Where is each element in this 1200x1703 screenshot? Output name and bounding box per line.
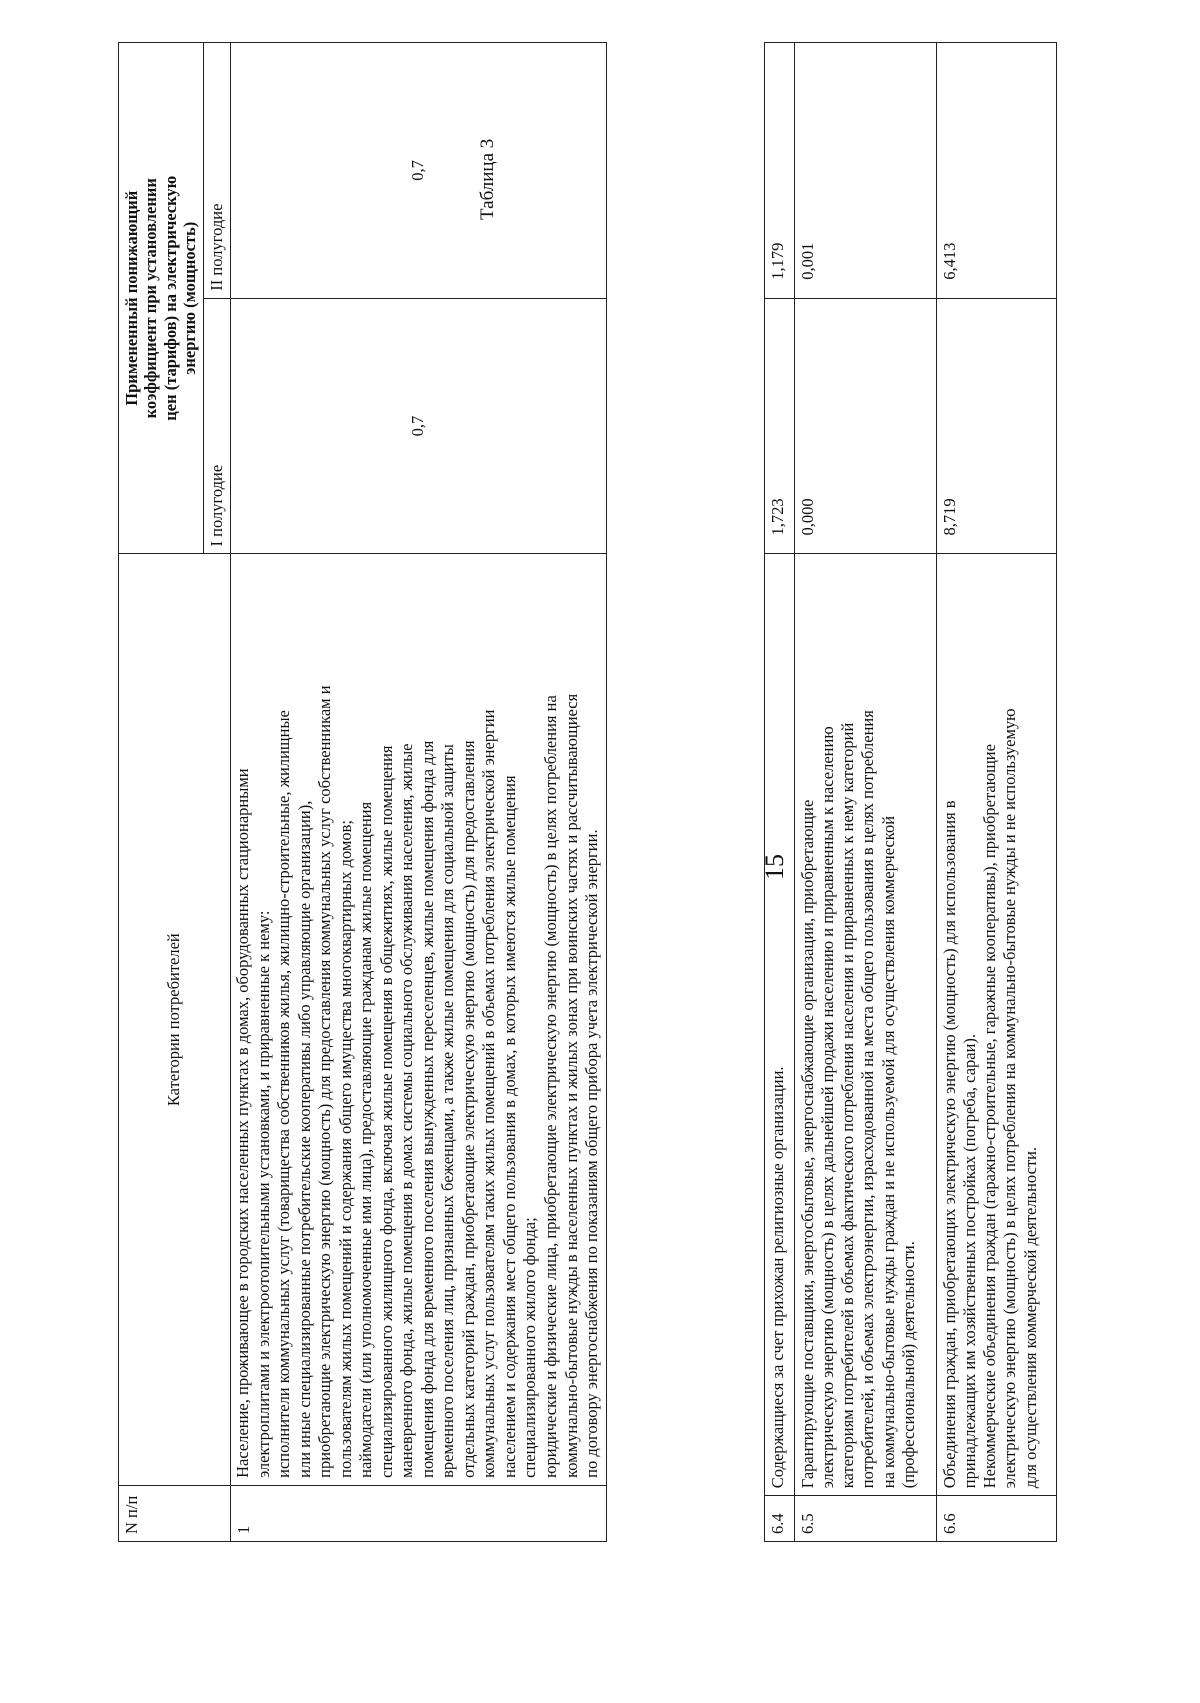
description-line: Содержащиеся за счет прихожан религиозные организации. bbox=[768, 1066, 787, 1489]
row-value-1: 0,000 bbox=[795, 298, 937, 554]
description-line: специализированного жилого фонда; bbox=[520, 1217, 540, 1478]
header-coefficient-line: энергию (мощность) bbox=[180, 221, 200, 375]
header-coefficient-line: цен (тарифов) на электрическую bbox=[160, 175, 180, 421]
table-row bbox=[765, 43, 795, 1542]
description-line: коммунальных услуг пользователям таких жилых помещений в объемах потребления электрической энергии bbox=[479, 709, 499, 1478]
description-line: (профессиональной) деятельности. bbox=[898, 1241, 918, 1489]
description-line: маневренного фонда, жилые помещения в домах системы социального обслуживания населения, жилые bbox=[397, 743, 417, 1478]
header-category: Категории потребителей bbox=[119, 554, 231, 1485]
description-line: на коммунально-бытовые нужды граждан и не используемой для осуществления коммерческой bbox=[878, 815, 898, 1489]
description-line: временного поселения лиц, признанных беженцами, а также жилые помещения для социальной защиты bbox=[438, 744, 458, 1478]
description-line: коммунально-бытовые нужды в населенных пунктах и жилых зонах при воинских частях и рассчитывающиеся bbox=[561, 693, 581, 1478]
row-description bbox=[231, 554, 607, 1485]
table-row bbox=[937, 43, 1057, 1542]
page-number: 15 bbox=[760, 854, 789, 880]
header-coefficient-line: Примененный понижающий bbox=[122, 190, 141, 406]
description-line: электрическую энергию (мощность) в целях дальнейшей продажи населению и приравненным к населению bbox=[818, 726, 838, 1489]
description-line: категориям потребителей в объемах фактического потребления населения и приравненных к нему категорий bbox=[838, 722, 858, 1489]
row-value-2: 6,413 bbox=[937, 43, 1057, 299]
coefficient-half-1: 0,7 bbox=[231, 298, 607, 554]
description-line: принадлежащих им хозяйственных постройках (погреба, сараи). bbox=[960, 1033, 980, 1489]
description-line: Некоммерческие объединения граждан (гаражно-строительные, гаражные кооперативы), приобретающие bbox=[980, 744, 1000, 1489]
description-line: Гарантирующие поставщики, энергосбытовые, энергоснабжающие организации, приобретающие bbox=[798, 799, 817, 1489]
row-number: 6.6 bbox=[937, 1496, 1057, 1542]
description-line: Объединения граждан, приобретающих электрическую энергию (мощность) для использования в bbox=[940, 800, 959, 1489]
description-line: специализированного жилищного фонда, включая жилые помещения в общежитиях, жилые помещения bbox=[376, 745, 396, 1478]
description-line: потребителей, и объемах электроэнергии, израсходованной на места общего пользования в целях потребления bbox=[858, 710, 878, 1489]
table-row bbox=[795, 43, 937, 1542]
row-number: 1 bbox=[231, 1485, 607, 1541]
header-coefficient-line: коэффициент при установлении bbox=[141, 178, 161, 419]
description-line: электроплитами и электроотопительными установками, и приравненные к нему: bbox=[253, 910, 273, 1478]
description-line: пользователям жилых помещений и содержания общего имущества многоквартирных домов; bbox=[335, 819, 355, 1478]
description-line: помещения фонда для временного поселения вынужденных переселенцев, жилые помещения фонда для bbox=[417, 740, 437, 1478]
description-line: отдельных категорий граждан, приобретающие электрическую энергию (мощность) для предоставления bbox=[458, 740, 478, 1478]
table-3 bbox=[118, 42, 607, 1542]
rotated-page-content bbox=[40, 40, 1160, 1640]
description-line: по договору энергоснабжения по показаниям общего прибора учета электрической энергии. bbox=[582, 829, 602, 1478]
description-line: юридические и физические лица, приобретающие электрическую энергию (мощность) в целях потребления на bbox=[540, 695, 560, 1478]
header-number: N п/п bbox=[119, 1485, 231, 1541]
description-line: для осуществления коммерческой деятельности. bbox=[1020, 1146, 1040, 1489]
row-value-1: 1,723 bbox=[765, 298, 795, 554]
row-description bbox=[795, 554, 937, 1496]
row-number: 6.5 bbox=[795, 1496, 937, 1542]
row-value-2: 1,179 bbox=[765, 43, 795, 299]
tariff-coefficients-table bbox=[764, 42, 1057, 1542]
description-line: или иные специализированные потребительские кооперативы либо управляющие организации), bbox=[294, 800, 314, 1478]
description-line: исполнители коммунальных услуг (товарищества собственников жилья, жилищно-строительные, жилищные bbox=[274, 710, 294, 1478]
row-value-1: 8,719 bbox=[937, 298, 1057, 554]
row-number: 6.4 bbox=[765, 1496, 795, 1542]
description-line: приобретающие электрическую энергию (мощность) для предоставления коммунальных услуг собственникам и bbox=[315, 685, 335, 1478]
table-row bbox=[231, 43, 607, 1542]
row-description bbox=[937, 554, 1057, 1496]
row-value-2: 0,001 bbox=[795, 43, 937, 299]
header-half-1: I полугодие bbox=[203, 298, 230, 554]
table-header-row bbox=[119, 43, 204, 1542]
row-description bbox=[765, 554, 795, 1496]
description-line: электрическую энергию (мощность) в целях потребления на коммунально-бытовые нужды и не используемую bbox=[1000, 708, 1020, 1489]
header-half-2: II полугодие bbox=[203, 43, 230, 299]
description-line: населением и содержания мест общего пользования в домах, в которых имеются жилые помещения bbox=[499, 775, 519, 1478]
description-line: наймодатели (или уполномоченные ими лица), предоставляющие гражданам жилые помещения bbox=[356, 801, 376, 1478]
coefficient-half-2: 0,7 bbox=[231, 43, 607, 299]
header-coefficient bbox=[119, 43, 204, 554]
table-caption: Таблица 3 bbox=[477, 138, 498, 220]
description-line: Население, проживающее в городских населенных пунктах в домах, оборудованных стационарными bbox=[233, 768, 252, 1478]
